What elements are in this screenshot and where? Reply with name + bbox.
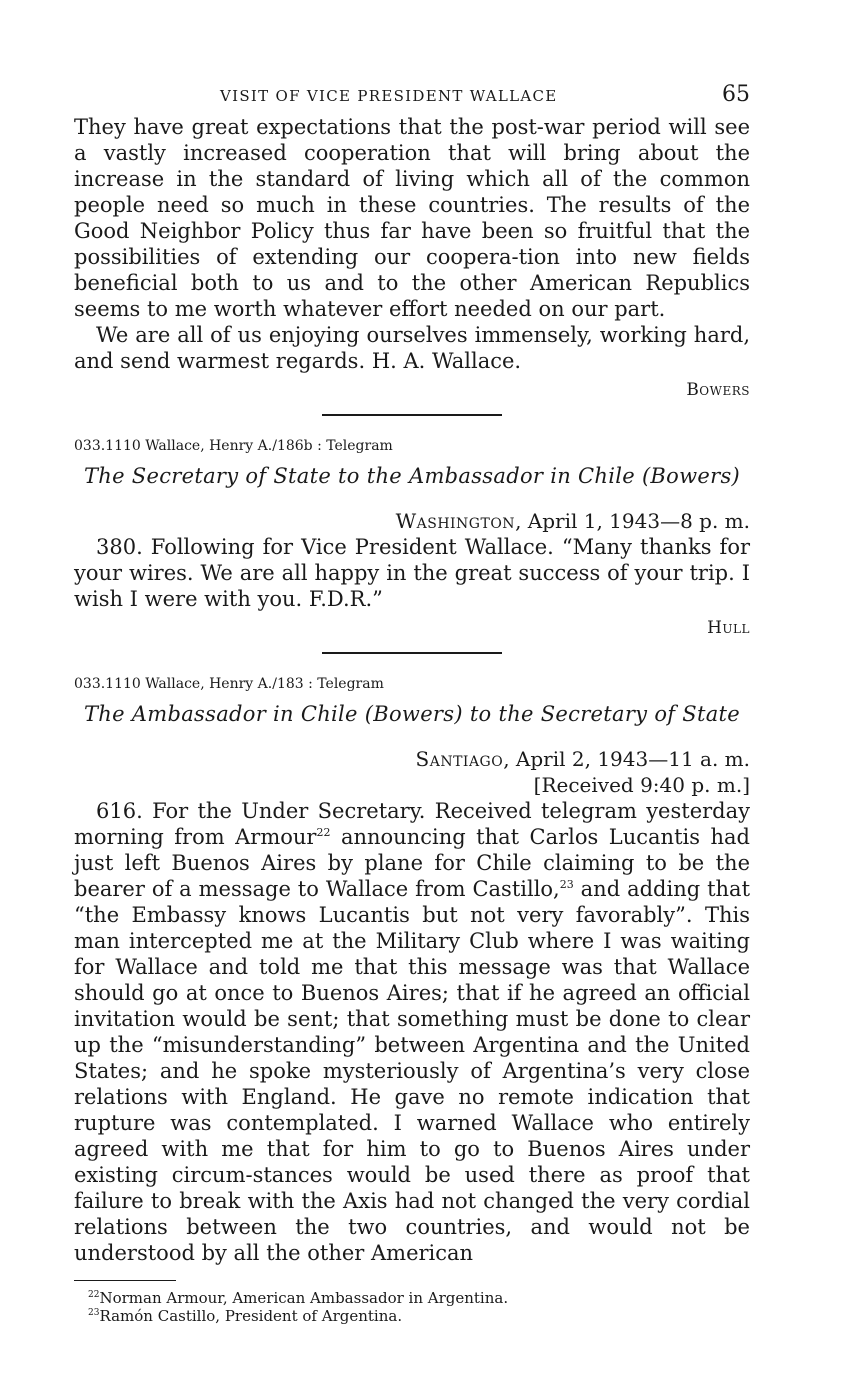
dateline-place: Santiago xyxy=(415,747,504,771)
footnote-text: Ramón Castillo, President of Argentina. xyxy=(99,1307,403,1325)
file-reference: 033.1110 Wallace, Henry A./183 : Telegram xyxy=(74,676,384,692)
footnote-text: Norman Armour, American Ambassador in Argentina. xyxy=(99,1289,509,1307)
running-title: VISIT OF VICE PRESIDENT WALLACE xyxy=(220,87,558,105)
document-title: The Secretary of State to the Ambassador in Chile (Bowers) xyxy=(83,464,741,488)
file-reference: 033.1110 Wallace, Henry A./186b : Telegram xyxy=(74,438,393,454)
footnote-mark: 22 xyxy=(88,1290,100,1300)
body-paragraph: We are all of us enjoying ourselves immensely, working hard, and send warmest regards. H. A. Wallace. xyxy=(74,323,750,373)
document-title: The Ambassador in Chile (Bowers) to the Secretary of State xyxy=(83,702,741,726)
page-number: 65 xyxy=(722,82,750,107)
document-page xyxy=(74,78,750,1325)
running-header xyxy=(74,78,750,114)
dateline-date: , April 2, 1943—11 a. m. xyxy=(503,747,750,771)
body-text-part: and adding that “the Embassy knows Lucantis but not very favorably”. This man intercepted me at the Military Club where I was waiting for Wallace and told me that this message was that Wallace should go at once to Buenos Aires; that if he agreed an official invitation would be sent; that something must be done to clear up the “misunderstanding” between Argentina and the United States; and he spoke mysteriously of Argentina’s very close relations with England. He gave no remote indication that rupture was contemplated. I warned Wallace who entirely agreed with me that for him to go to Buenos Aires under existing circum-stances would be used there as proof that failure to break with the Axis had not changed the very cordial relations between the two countries, and would not be understood by all the other American xyxy=(74,877,751,1265)
signature: Hull xyxy=(707,618,750,638)
telegram-body xyxy=(74,798,750,1266)
body-text-part: announcing that Carlos Lucantis had just left Buenos Aires by plane for Chile claiming to be the bearer of a message to Wallace from Castillo, xyxy=(74,825,750,901)
dateline xyxy=(74,508,750,534)
footnote xyxy=(88,1289,750,1307)
section-divider xyxy=(322,414,502,416)
footnotes xyxy=(74,1289,750,1325)
dateline-date: , April 1, 1943—8 p. m. xyxy=(515,509,750,533)
footnote-marker: 22 xyxy=(316,826,331,839)
footnote xyxy=(88,1307,750,1325)
footnote-mark: 23 xyxy=(88,1308,100,1318)
footnote-marker: 23 xyxy=(559,878,574,891)
dateline-place: Washington xyxy=(395,509,516,533)
telegram-body: 380. Following for Vice President Wallace. “Many thanks for your wires. We are all happy in the great success of your trip. I wish I were with you. F.D.R.” xyxy=(74,535,750,611)
footnote-divider xyxy=(74,1280,176,1281)
signature: Bowers xyxy=(686,380,750,400)
section-divider xyxy=(322,652,502,654)
received-line: [Received 9:40 p. m.] xyxy=(533,773,750,797)
body-paragraph: They have great expectations that the post-war period will see a vastly increased cooperation that will bring about the increase in the standard of living which all of the common people need so much in these countries. The results of the Good Neighbor Policy thus far have been so fruitful that the possibilities of extending our coopera-tion into new fields beneficial both to us and to the other American Republics seems to me worth whatever effort needed on our part. xyxy=(74,115,750,321)
dateline xyxy=(74,746,750,772)
body-text-part: 616. For the Under Secretary. Received telegram yesterday morning from Armour xyxy=(74,799,750,849)
